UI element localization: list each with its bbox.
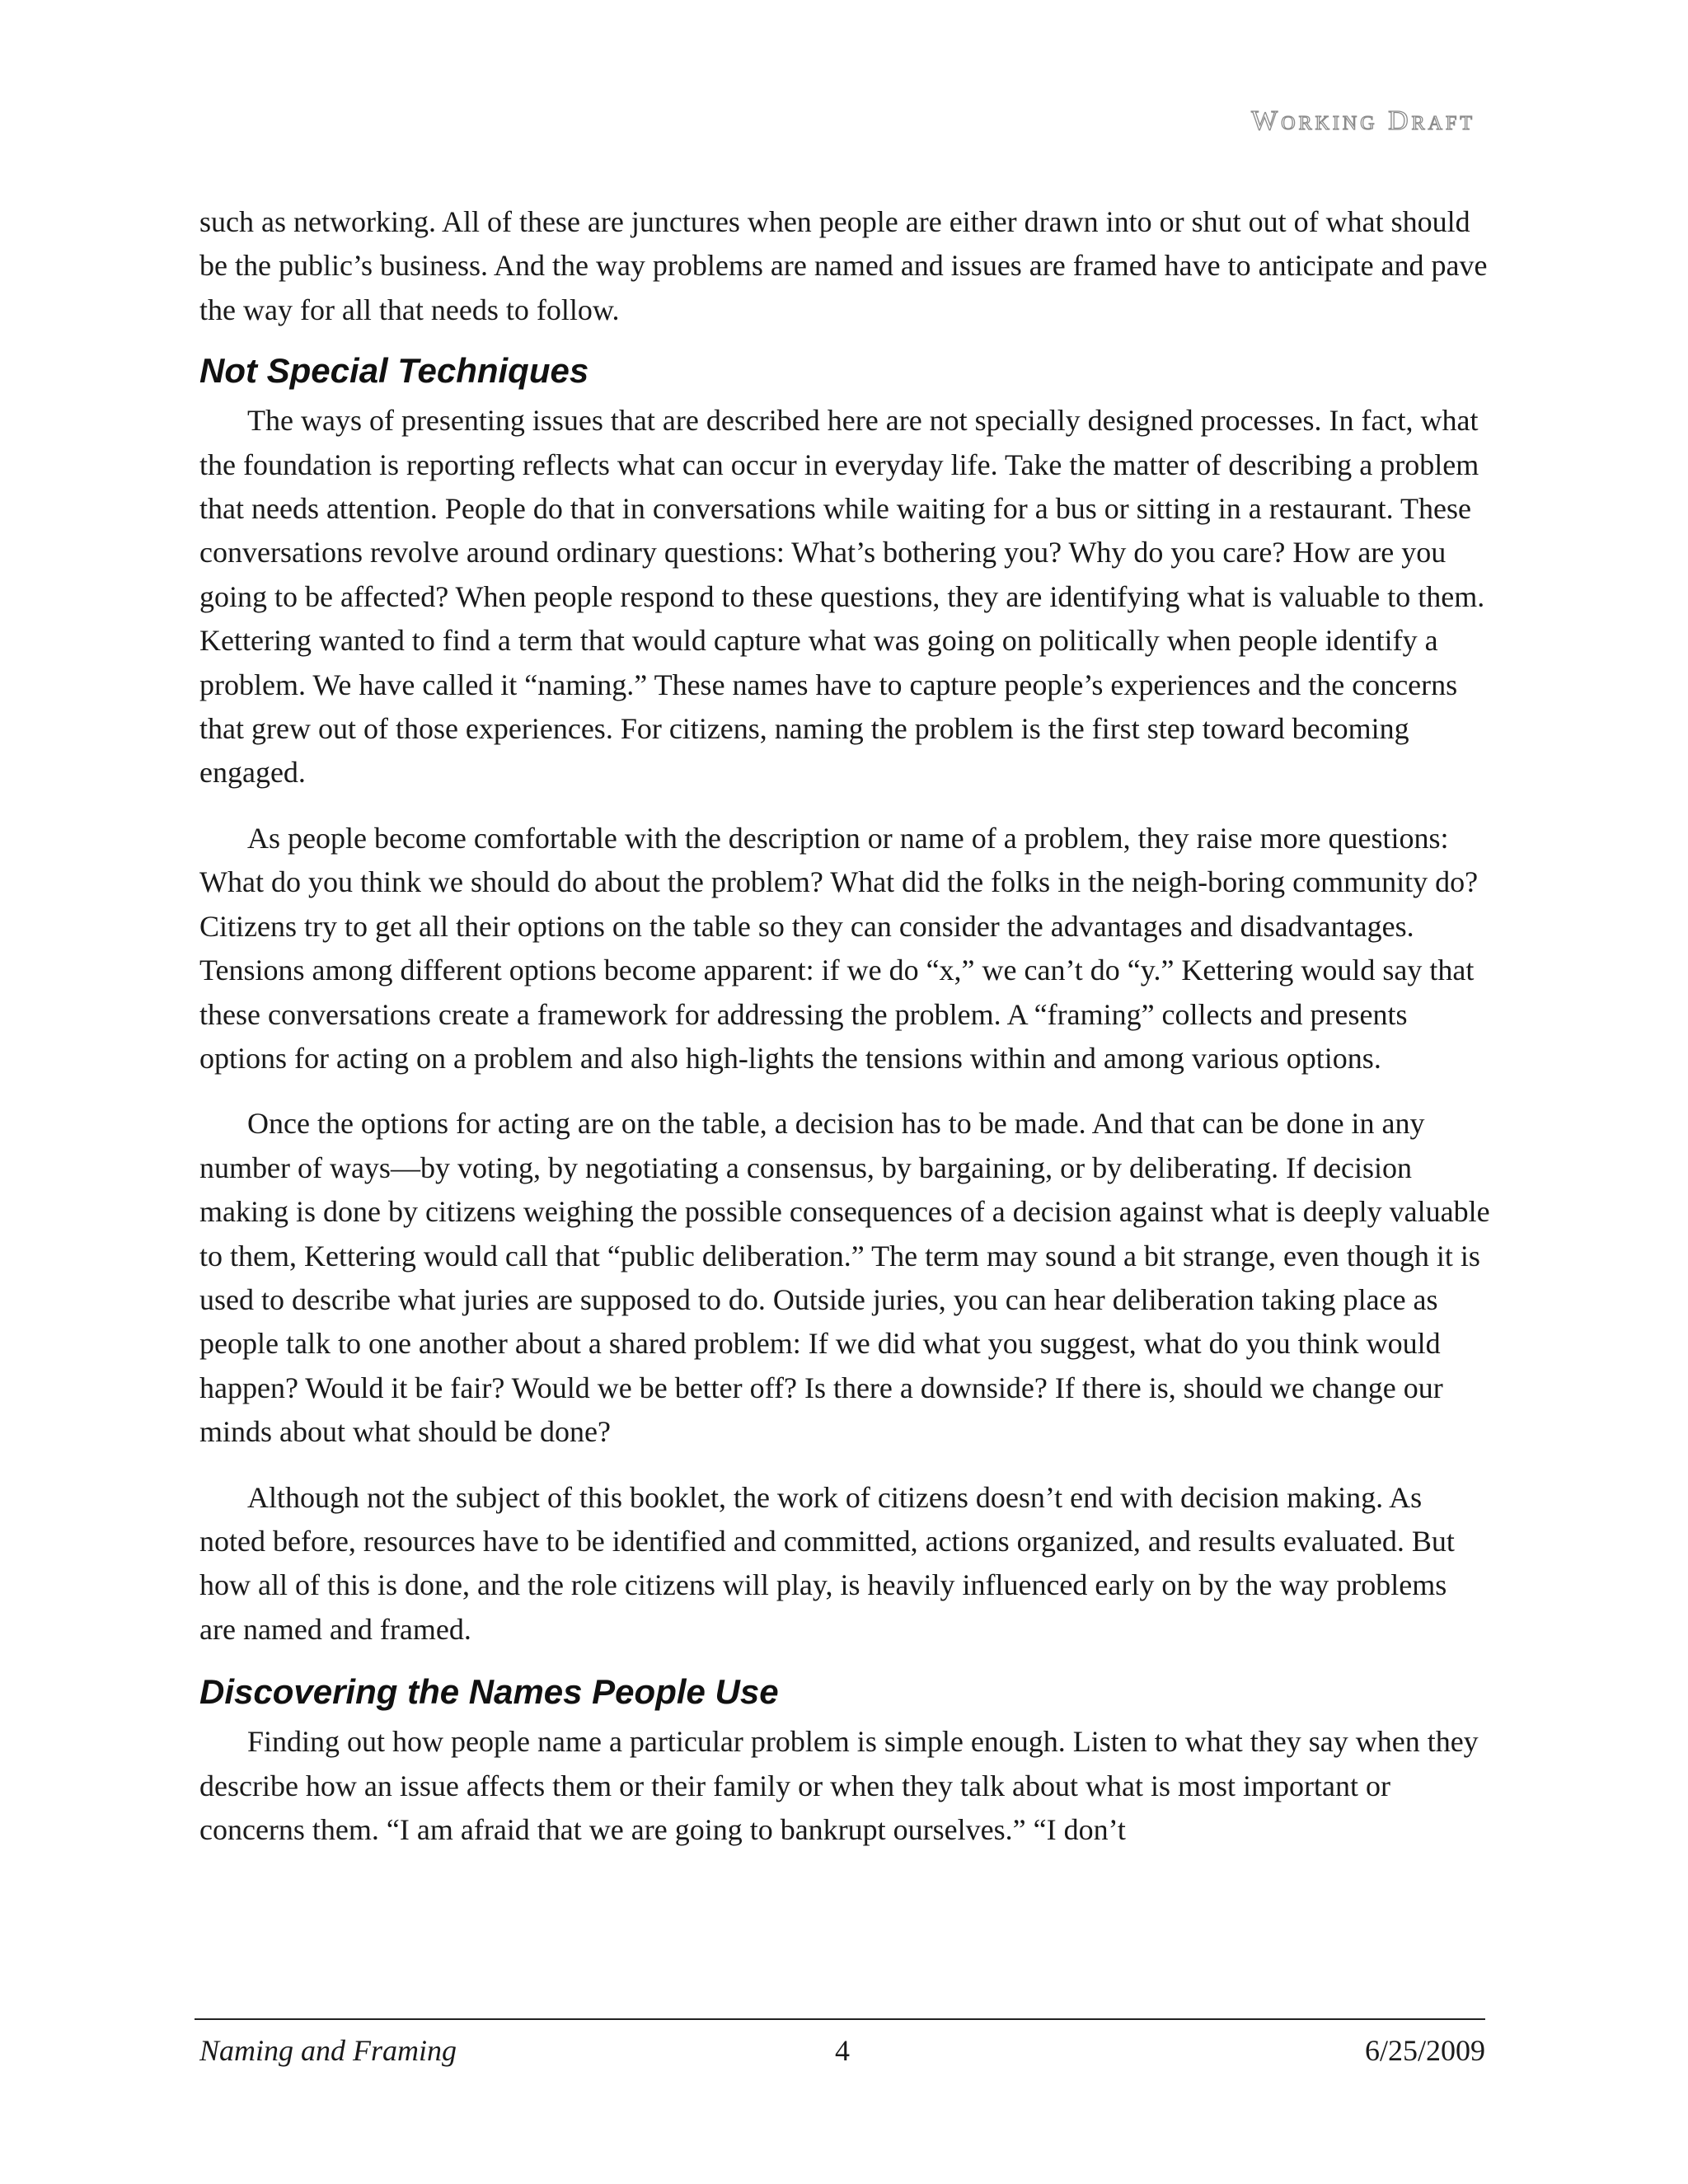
footer-date: 6/25/2009	[1364, 2034, 1485, 2067]
page-footer	[199, 2029, 1485, 2072]
running-head: Working Draft	[1251, 105, 1475, 136]
paragraph: As people become comfortable with the description or name of a problem, they raise more questions: What do you think we should do about the problem? What did the folks in the neigh-boring community do? Citizens try to get all their options on the table so they can consider the advantages and disadvantages. Tensions among different options become apparent: if we do “x,” we can’t do “y.” Kettering would say that these conversations create a framework for addressing the problem. A “framing” collects and presents options for acting on a problem and also high-lights the tensions within and among various options.	[199, 821, 1479, 1075]
section-heading-discovering-names: Discovering the Names People Use	[199, 1672, 779, 1712]
footer-title: Naming and Framing	[199, 2034, 457, 2067]
paragraph-continued: such as networking. All of these are junctures when people are either drawn into or shut out of what should be the public’s business. And the way problems are named and issues are framed have to anticipate and pave the way for all that needs to follow.	[199, 205, 1488, 326]
paragraph: Although not the subject of this booklet, the work of citizens doesn’t end with decision making. As noted before, resources have to be identified and committed, actions organized, and results evaluated. But how all of this is done, and the role citizens will play, is heavily influenced early on by the way problems are named and framed.	[199, 1480, 1455, 1646]
page-content	[199, 200, 1490, 1852]
section-heading-not-special-techniques: Not Special Techniques	[199, 351, 589, 391]
footer-divider	[195, 2018, 1485, 2020]
page-number: 4	[835, 2034, 850, 2067]
paragraph: The ways of presenting issues that are described here are not specially designed processes. In fact, what the foundation is reporting reflects what can occur in everyday life. Take the matter of describing a problem that needs attention. People do that in conversations while waiting for a bus or sitting in a restaurant. These conversations revolve around ordinary questions: What’s bothering you? Why do you care? How are you going to be affected? When people respond to these questions, they are identifying what is valuable to them. Kettering wanted to find a term that would capture what was going on politically when people identify a problem. We have called it “naming.” These names have to capture people’s experiences and the concerns that grew out of those experiences. For citizens, naming the problem is the first step toward becoming engaged.	[199, 404, 1485, 790]
paragraph: Finding out how people name a particular problem is simple enough. Listen to what they say when they describe how an issue affects them or their family or when they talk about what is most important or concerns them. “I am afraid that we are going to bankrupt ourselves.” “I don’t	[199, 1725, 1479, 1846]
paragraph: Once the options for acting are on the table, a decision has to be made. And that can be done in any number of ways—by voting, by negotiating a consensus, by bargaining, or by deliberating. If decision making is done by citizens weighing the possible consequences of a decision against what is deeply valuable to them, Kettering would call that “public deliberation.” The term may sound a bit strange, even though it is used to describe what juries are supposed to do. Outside juries, you can hear deliberation taking place as people talk to one another about a shared problem: If we did what you suggest, what do you think would happen? Would it be fair? Would we be better off? Is there a downside? If there is, should we change our minds about what should be done?	[199, 1107, 1490, 1449]
